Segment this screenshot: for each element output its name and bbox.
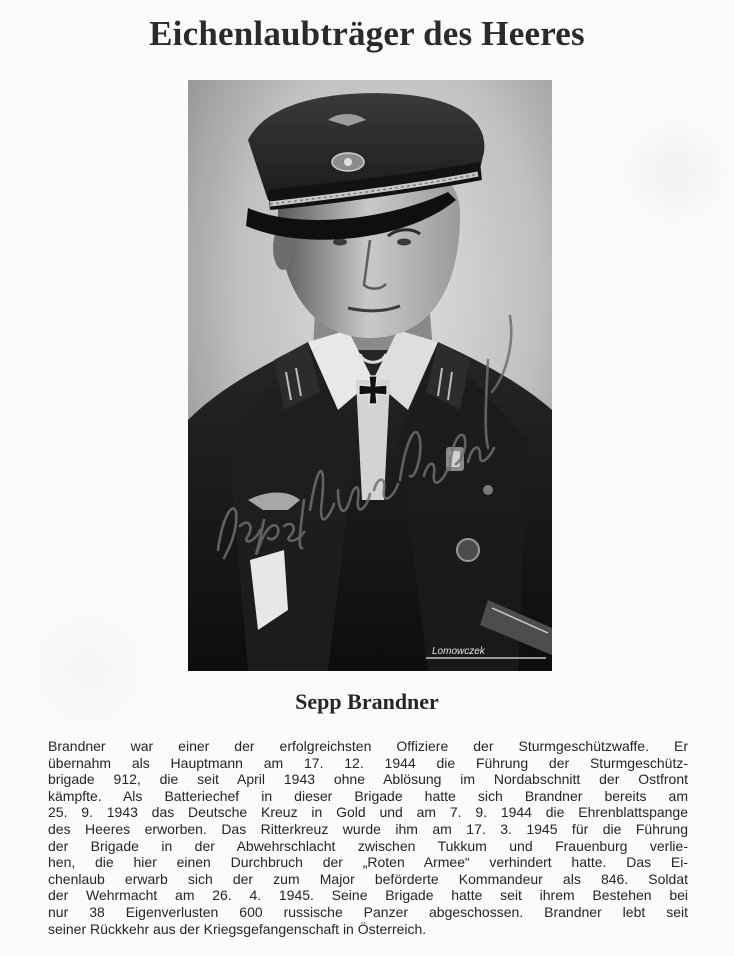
- bio-line: der Wehrmacht am 26. 4. 1945. Seine Brigade hatte seit ihrem Bestehen bei: [48, 887, 688, 904]
- bio-line: Brandner war einer der erfolgreichsten Offiziere der Sturmgeschützwaffe. Er: [48, 738, 688, 754]
- bio-line: brigade 912, die seit April 1943 ohne Ablösung im Nordabschnitt der Ostfront: [48, 771, 688, 788]
- photo-caption: Sepp Brandner: [295, 689, 439, 714]
- page-title: Eichenlaubträger des Heeres: [149, 14, 585, 53]
- bio-line: des Heeres erworben. Das Ritterkreuz wurde ihm am 17. 3. 1945 für die Führung: [48, 820, 688, 837]
- bio-line: der Brigade in der Abwehrschlacht zwischen Tukkum und Frauenburg verlie-: [48, 837, 688, 854]
- bio-line: übernahm als Hauptmann am 17. 12. 1944 die Führung der Sturmgeschütz-: [48, 754, 688, 771]
- bio-line: chenlaub erwarb sich der zum Major beförderte Kommandeur als 846. Soldat: [48, 870, 688, 887]
- bio-line: 25. 9. 1943 das Deutsche Kreuz in Gold und am 7. 9. 1944 die Ehrenblattspange: [48, 804, 688, 821]
- bio-line: nur 38 Eigenverlusten 600 russische Panzer abgeschossen. Brandner lebt seit: [48, 903, 688, 920]
- bio-line: seiner Rückkehr aus der Kriegsgefangenschaft in Österreich.: [48, 920, 427, 937]
- bio-line: kämpfte. Als Batteriechef in dieser Brigade hatte sich Brandner bereits am: [48, 787, 688, 804]
- bio-line: hen, die hier einen Durchbruch der „Roten Armee“ verhindert hatte. Das Ei-: [48, 854, 688, 871]
- biography-text: [48, 738, 688, 937]
- portrait-photo: [188, 80, 552, 671]
- svg-text:Lomowczek: Lomowczek: [432, 646, 485, 657]
